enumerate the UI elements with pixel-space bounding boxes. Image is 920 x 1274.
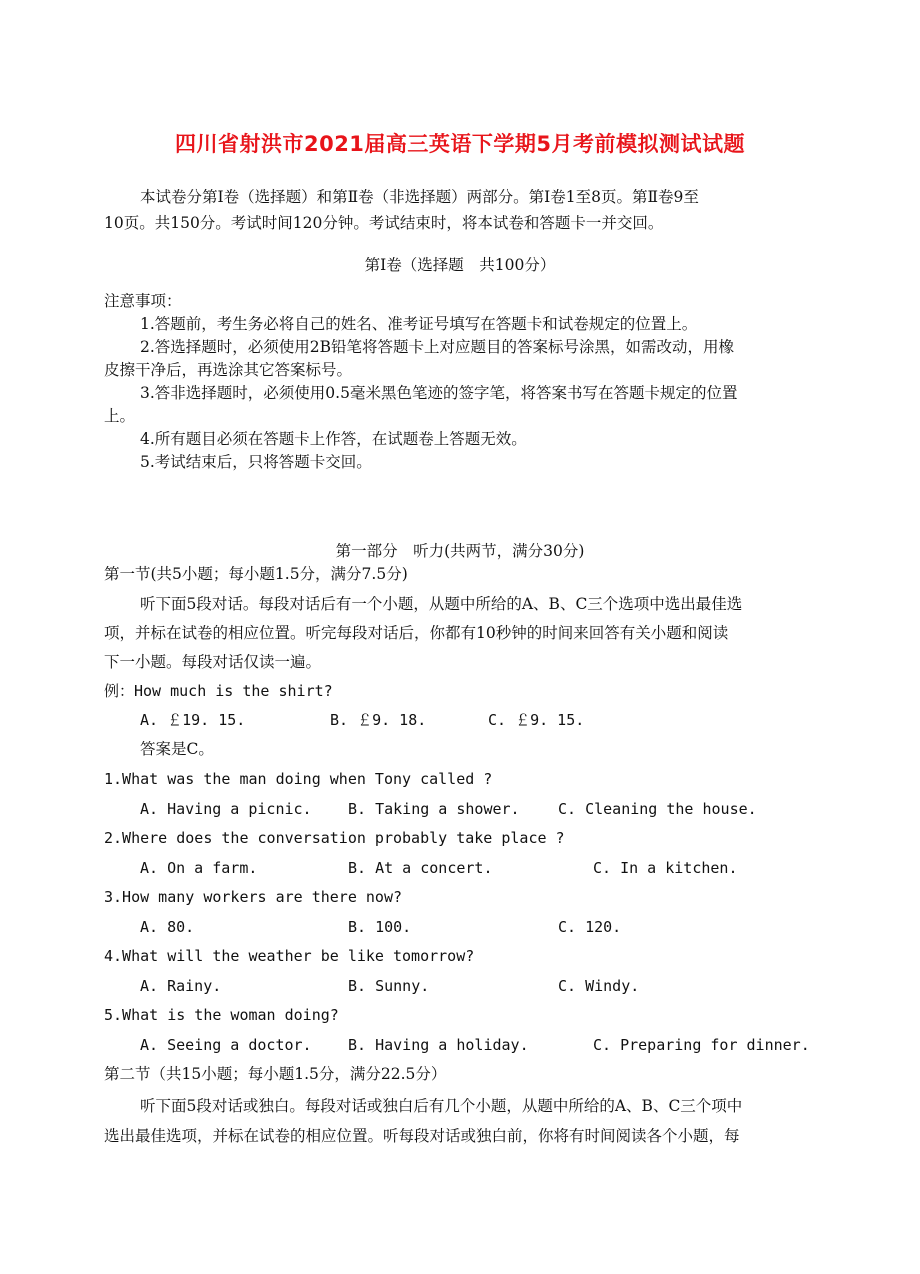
section1-instruction-1: 听下面5段对话。每段对话后有一个小题，从题中所给的A、B、C三个选项中选出最佳选 <box>140 595 743 613</box>
question-5: 5.What is the woman doing? <box>104 1006 339 1024</box>
question-1: 1.What was the man doing when Tony called ? <box>104 770 493 788</box>
question-4-option-c: C. Windy. <box>558 977 640 995</box>
question-3-option-b: B. 100. <box>348 918 412 936</box>
section2-instruction-2: 选出最佳选项，并标在试卷的相应位置。听每段对话或独白前，你将有时间阅读各个小题，每 <box>104 1127 740 1145</box>
question-2-option-b: B. At a concert. <box>348 859 493 877</box>
note-item-2b: 皮擦干净后，再选涂其它答案标号。 <box>104 361 353 379</box>
intro-line-1: 本试卷分第Ⅰ卷（选择题）和第Ⅱ卷（非选择题）两部分。第Ⅰ卷1至8页。第Ⅱ卷9至 <box>140 188 699 206</box>
question-2-option-c: C. In a kitchen. <box>593 859 738 877</box>
question-1-option-b: B. Taking a shower. <box>348 800 520 818</box>
example-option-b: B. ￡9. 18. <box>330 711 427 729</box>
example-answer: 答案是C。 <box>140 740 214 758</box>
example-option-c: C. ￡9. 15. <box>488 711 585 729</box>
section2-heading: 第二节（共15小题；每小题1.5分，满分22.5分） <box>104 1065 447 1083</box>
example-question: 例：How much is the shirt? <box>104 682 333 700</box>
question-2-option-a: A. On a farm. <box>140 859 258 877</box>
section1-instruction-2: 项，并标在试卷的相应位置。听完每段对话后，你都有10秒钟的时间来回答有关小题和阅读 <box>104 624 729 642</box>
question-3-option-c: C. 120. <box>558 918 622 936</box>
note-item-3b: 上。 <box>104 407 136 425</box>
part1-heading: 第一部分 听力(共两节，满分30分) <box>335 542 585 560</box>
intro-line-2: 10页。共150分。考试时间120分钟。考试结束时，将本试卷和答题卡一并交回。 <box>104 214 664 232</box>
question-5-option-a: A. Seeing a doctor. <box>140 1036 312 1054</box>
note-item-4: 4.所有题目必须在答题卡上作答，在试题卷上答题无效。 <box>140 430 527 448</box>
note-item-2a: 2.答选择题时，必须使用2B铅笔将答题卡上对应题目的答案标号涂黑，如需改动，用橡 <box>140 338 735 356</box>
question-4-option-b: B. Sunny. <box>348 977 430 995</box>
section1-instruction-3: 下一小题。每段对话仅读一遍。 <box>104 653 322 671</box>
question-5-option-b: B. Having a holiday. <box>348 1036 529 1054</box>
section2-instruction-1: 听下面5段对话或独白。每段对话或独白后有几个小题，从题中所给的A、B、C三个项中 <box>140 1097 743 1115</box>
question-2: 2.Where does the conversation probably take place ? <box>104 829 565 847</box>
note-item-1: 1.答题前，考生务必将自己的姓名、准考证号填写在答题卡和试卷规定的位置上。 <box>140 315 698 333</box>
section1-heading: 第一节(共5小题；每小题1.5分，满分7.5分) <box>104 565 408 583</box>
question-4: 4.What will the weather be like tomorrow? <box>104 947 475 965</box>
notes-heading: 注意事项： <box>104 292 182 310</box>
document-title: 四川省射洪市2021届高三英语下学期5月考前模拟测试试题 <box>174 132 746 156</box>
volume1-heading: 第Ⅰ卷（选择题 共100分） <box>364 256 556 274</box>
question-3: 3.How many workers are there now? <box>104 888 403 906</box>
note-item-5: 5.考试结束后，只将答题卡交回。 <box>140 453 372 471</box>
question-4-option-a: A. Rainy. <box>140 977 222 995</box>
question-5-option-c: C. Preparing for dinner. <box>593 1036 810 1054</box>
question-3-option-a: A. 80. <box>140 918 195 936</box>
question-1-option-a: A. Having a picnic. <box>140 800 312 818</box>
question-1-option-c: C. Cleaning the house. <box>558 800 757 818</box>
note-item-3a: 3.答非选择题时，必须使用0.5毫米黑色笔迹的签字笔，将答案书写在答题卡规定的位置 <box>140 384 738 402</box>
example-option-a: A. ￡19. 15. <box>140 711 246 729</box>
